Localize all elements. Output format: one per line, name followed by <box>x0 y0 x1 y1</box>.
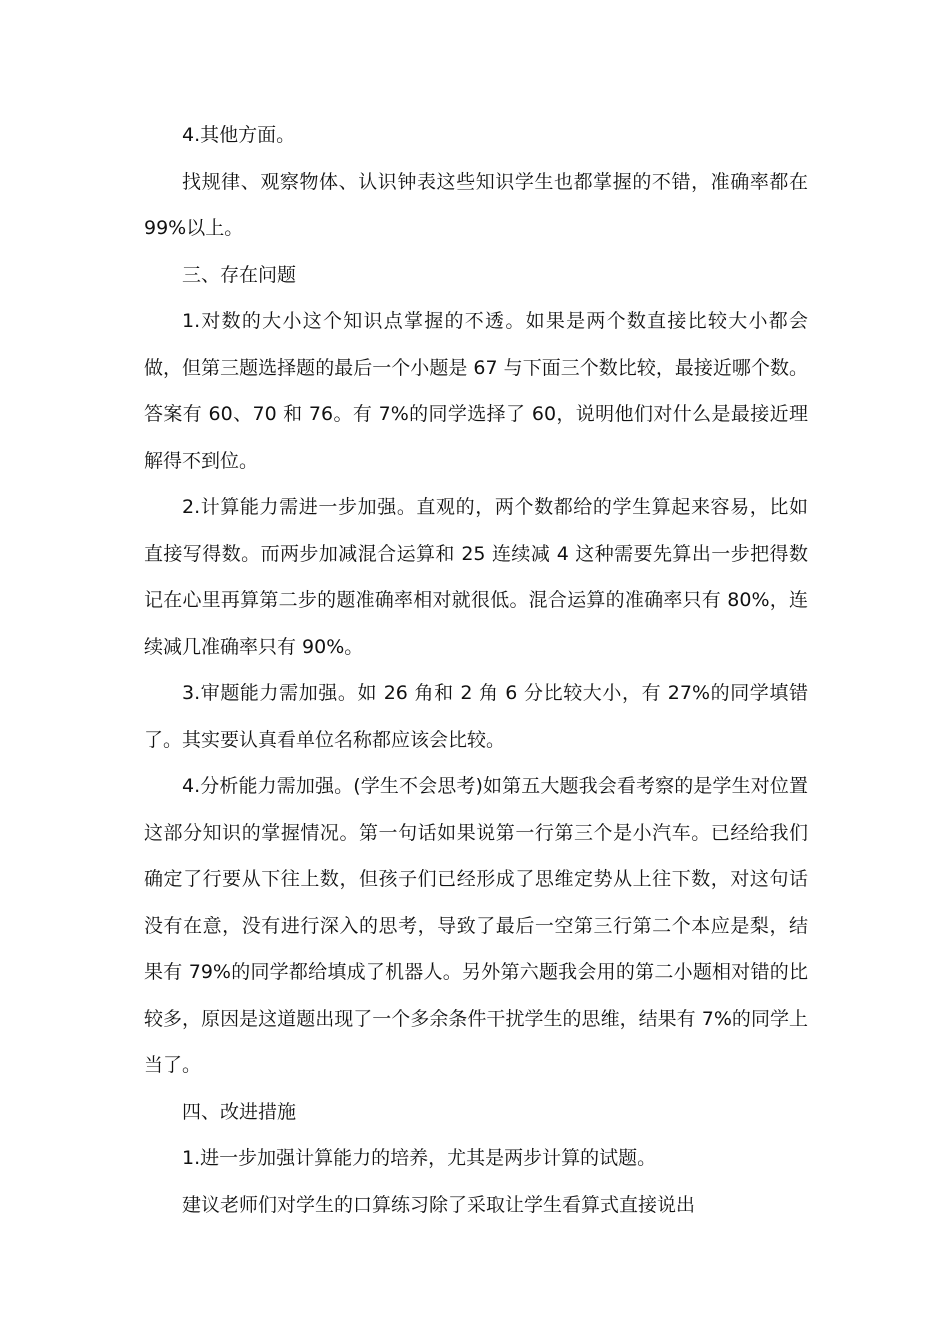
section-heading-problems: 三、存在问题 <box>182 263 297 286</box>
paragraph-improvement-oral: 建议老师们对学生的口算练习除了采取让学生看算式直接说出 <box>182 1193 696 1216</box>
paragraph-problem-analysis: 4.分析能力需加强。(学生不会思考)如第五大题我会看考察的是学生对位置这部分知识的掌握情况。第一句话如果说第一行第三个是小汽车。已经给我们确定了行要从下往上数，但孩子们已经形成了思维定势从上往下数，对这句话没有在意，没有进行深入的思考，导致了最后一空第三行第二个本应是梨，结果有 79%的同学都给填成了机器人。另外第六题我会用的第二小题相对错的比较多，原因是这道题出现了一个多余条件干扰学生的思维，结果有 7%的同学上当了。 <box>144 775 808 1076</box>
paragraph-accuracy-other: 找规律、观察物体、认识钟表这些知识学生也都掌握的不错，准确率都在 99%以上。 <box>144 170 808 239</box>
paragraph-problem-reading: 3.审题能力需加强。如 26 角和 2 角 6 分比较大小，有 27%的同学填错了。其实要认真看单位名称都应该会比较。 <box>144 682 808 751</box>
document-body <box>144 112 808 1228</box>
paragraph-problem-number-size: 1.对数的大小这个知识点掌握的不透。如果是两个数直接比较大小都会做，但第三题选择题的最后一个小题是 67 与下面三个数比较，最接近哪个数。答案有 60、70 和 76。有 7%的同学选择了 60，说明他们对什么是最接近理解得不到位。 <box>144 310 808 472</box>
paragraph-improvement-calculation: 1.进一步加强计算能力的培养，尤其是两步计算的试题。 <box>182 1147 657 1169</box>
section-heading-other-aspects: 4.其他方面。 <box>182 124 296 146</box>
section-heading-improvements: 四、改进措施 <box>182 1100 297 1123</box>
paragraph-problem-calculation: 2.计算能力需进一步加强。直观的，两个数都给的学生算起来容易，比如直接写得数。而两步加减混合运算和 25 连续减 4 这种需要先算出一步把得数记在心里再算第二步的题准确率相对就很低。混合运算的准确率只有 80%，连续减几准确率只有 90%。 <box>144 496 808 658</box>
